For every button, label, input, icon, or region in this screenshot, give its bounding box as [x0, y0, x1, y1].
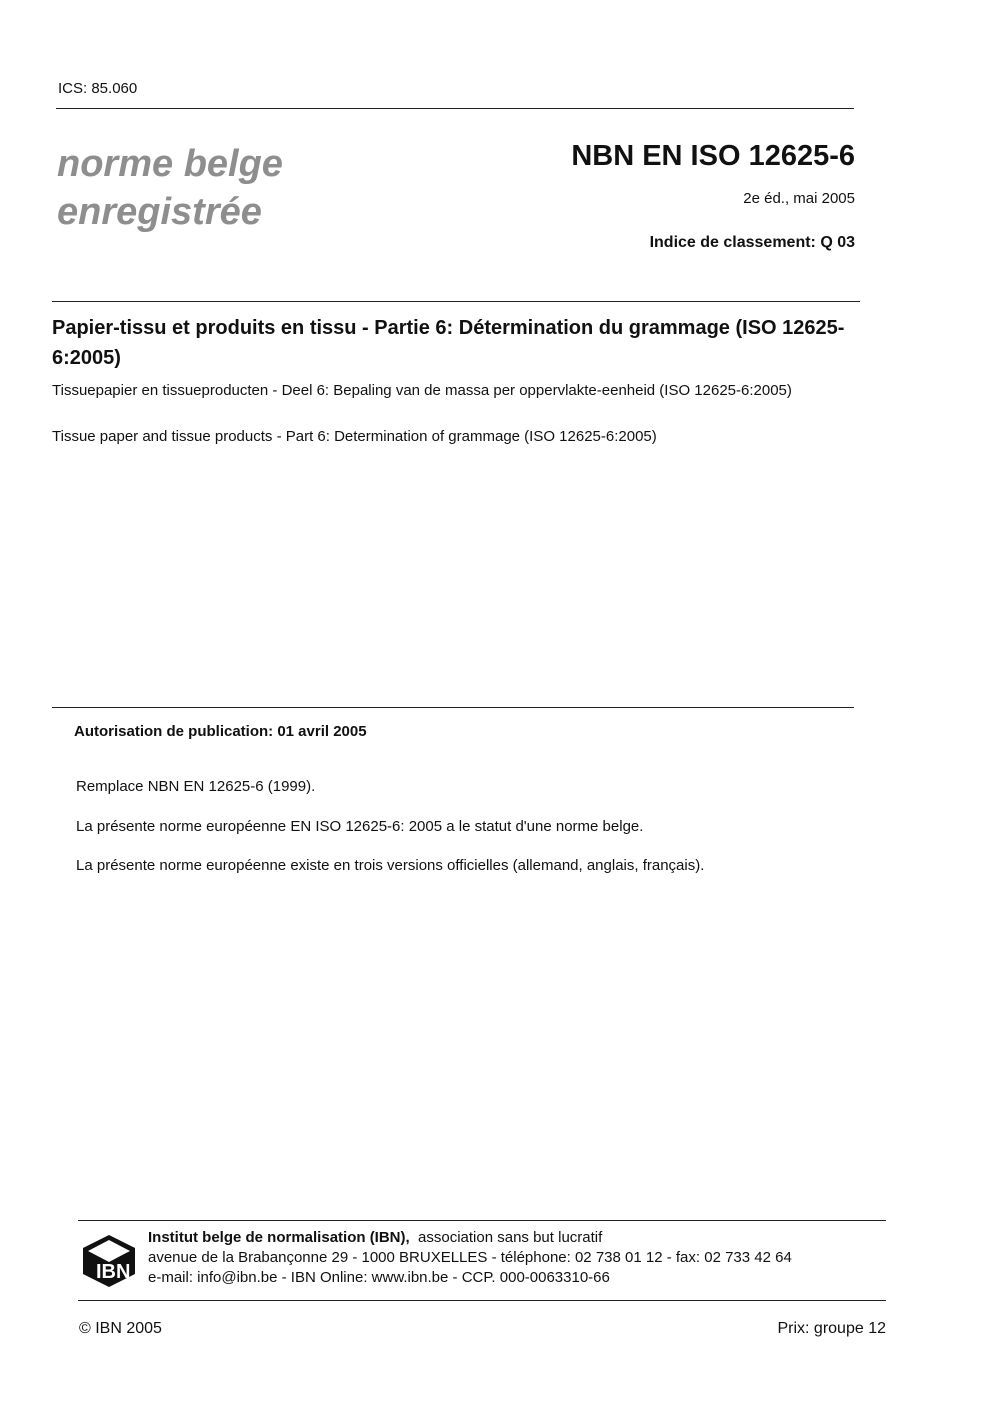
registration-label	[57, 140, 283, 236]
versions-note: La présente norme européenne existe en trois versions officielles (allemand, anglais, français).	[76, 857, 705, 874]
status-note: La présente norme européenne EN ISO 12625-6: 2005 a le statut d'une norme belge.	[76, 818, 644, 835]
institute-address: avenue de la Brabançonne 29 - 1000 BRUXELLES - téléphone: 02 738 01 12 - fax: 02 733 42 64	[148, 1249, 792, 1266]
classification-index: Indice de classement: Q 03	[649, 234, 855, 251]
price-group: Prix: groupe 12	[777, 1320, 886, 1337]
replaces-note: Remplace NBN EN 12625-6 (1999).	[76, 778, 316, 795]
title-french: Papier-tissu et produits en tissu - Partie 6: Détermination du grammage (ISO 12625-6:2005)	[52, 317, 845, 369]
ibn-logo-icon	[82, 1234, 136, 1288]
ics-code: ICS: 85.060	[58, 80, 138, 97]
registration-line-1: norme belge	[57, 143, 283, 185]
header-divider	[56, 108, 854, 109]
copyright: © IBN 2005	[79, 1320, 162, 1337]
title-dutch: Tissuepapier en tissueproducten - Deel 6: Bepaling van de massa per oppervlakte-eenheid (ISO 12625-6:2005)	[52, 382, 792, 399]
footer-top-divider	[78, 1220, 886, 1221]
institute-contact: e-mail: info@ibn.be - IBN Online: www.ibn.be - CCP. 000-0063310-66	[148, 1269, 610, 1286]
institute-heading	[148, 1228, 792, 1248]
edition-date: 2e éd., mai 2005	[743, 190, 855, 207]
institute-block	[148, 1228, 792, 1288]
institute-name: Institut belge de normalisation (IBN),	[148, 1229, 410, 1246]
title-english: Tissue paper and tissue products - Part 6: Determination of grammage (ISO 12625-6:2005)	[52, 428, 657, 445]
standard-number: NBN EN ISO 12625-6	[571, 140, 855, 172]
svg-text:IBN: IBN	[96, 1261, 131, 1283]
title-divider	[52, 301, 860, 302]
institute-type: association sans but lucratif	[418, 1229, 603, 1246]
footer-bottom-divider	[78, 1300, 886, 1301]
registration-line-2: enregistrée	[57, 191, 262, 233]
publication-divider	[52, 707, 854, 708]
publication-authorization: Autorisation de publication: 01 avril 2005	[74, 723, 367, 740]
